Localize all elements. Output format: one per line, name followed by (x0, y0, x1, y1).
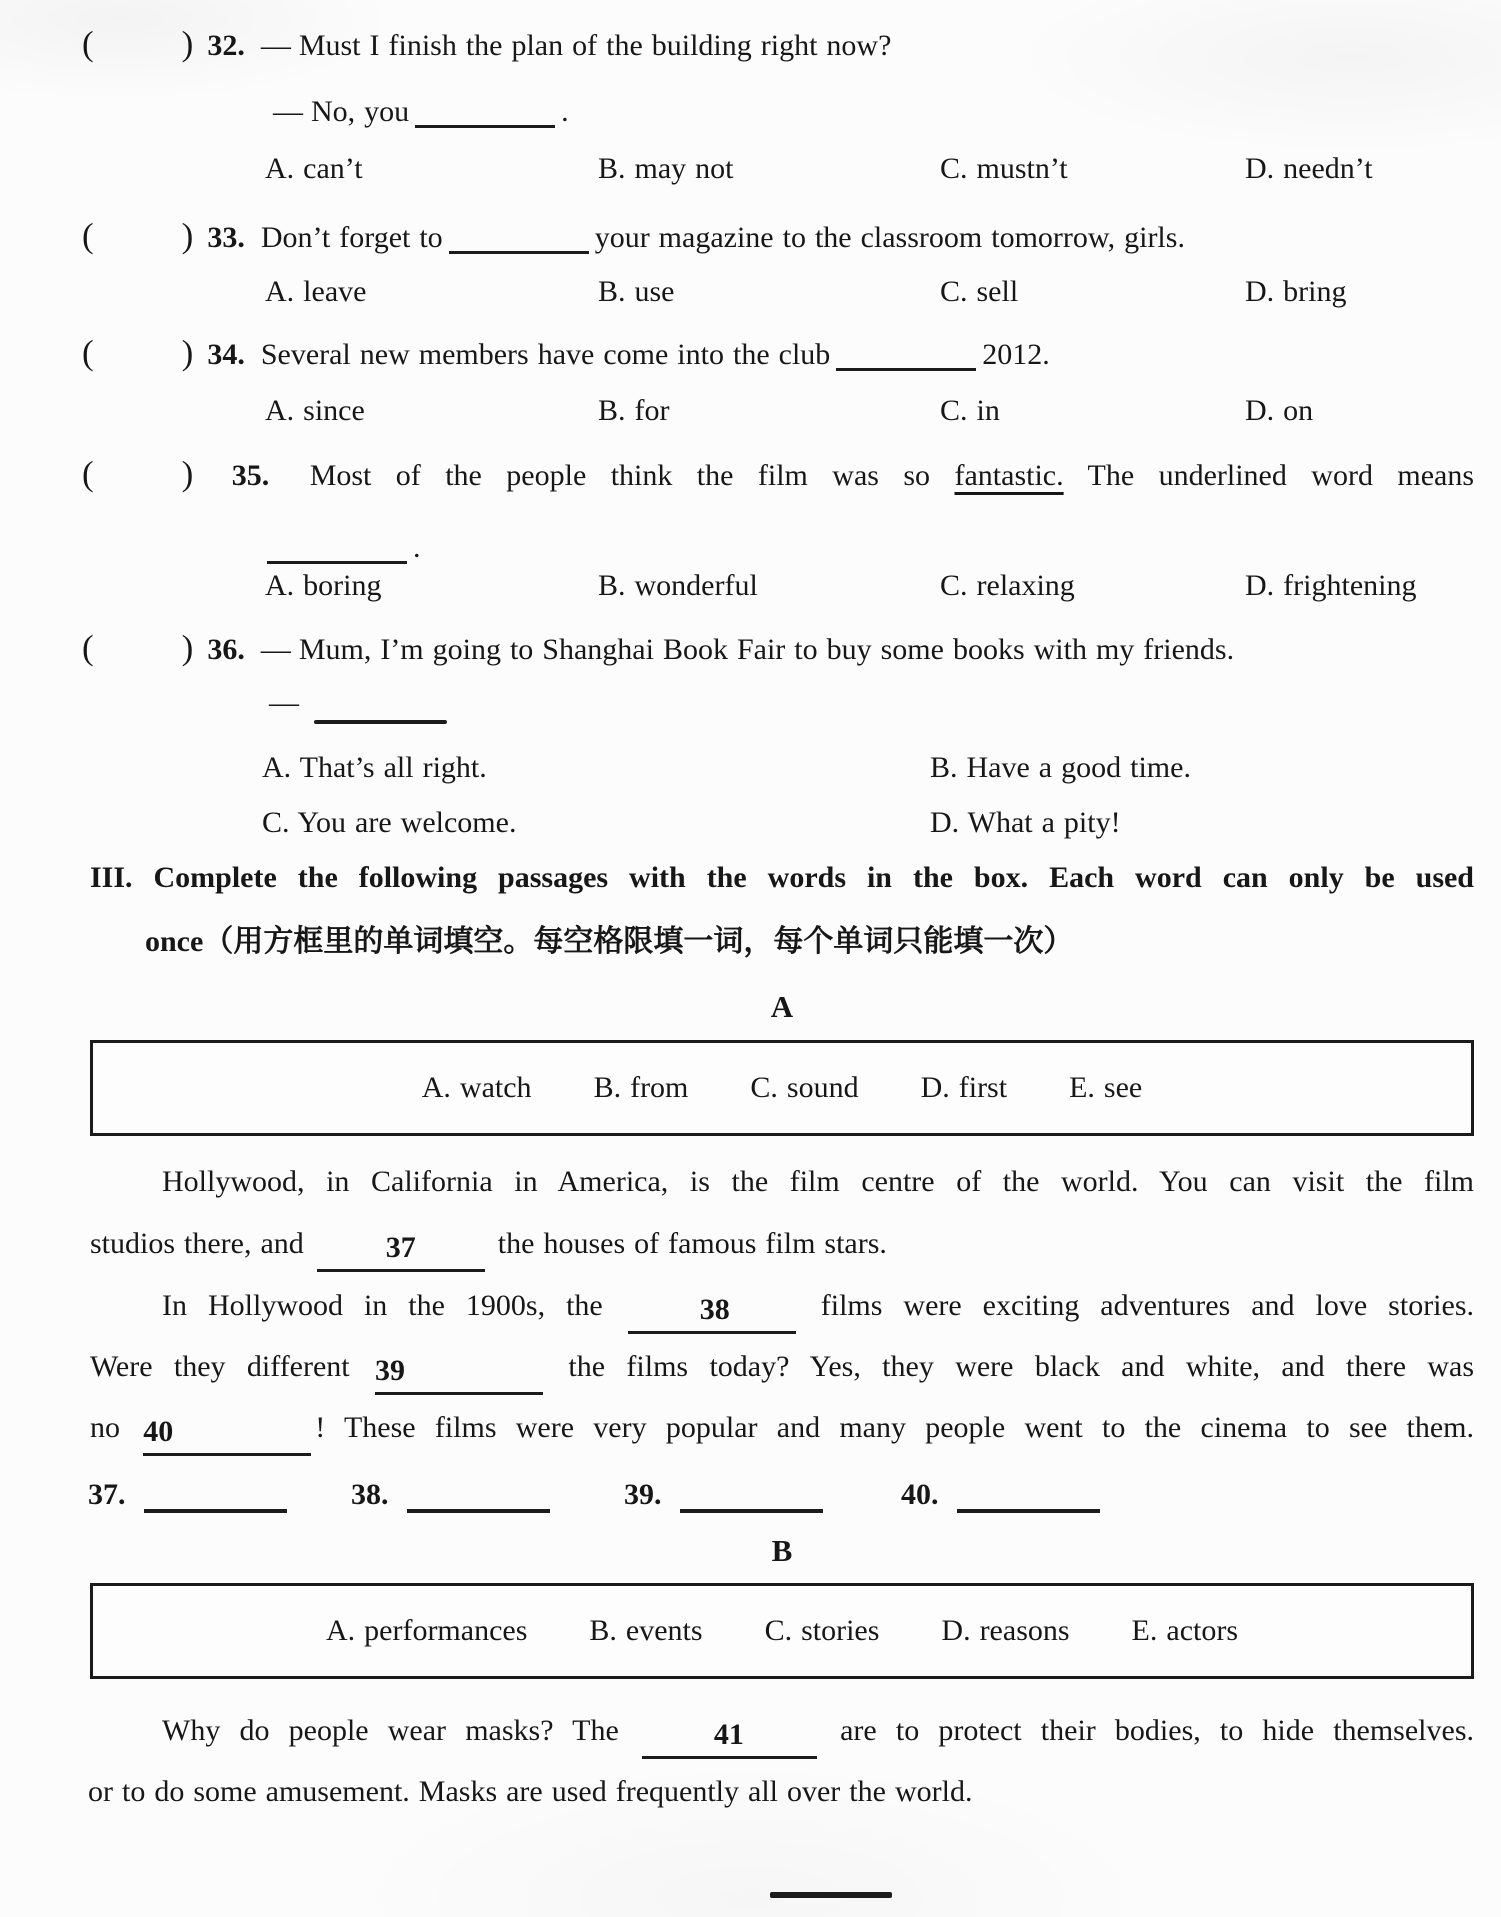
passage-text: ! These films were very popular and many people went to the cinema to see them. (315, 1411, 1475, 1444)
option-a: A. leave (265, 275, 367, 308)
word-option-d: D. first (920, 1071, 1008, 1105)
paren-open: ( (82, 24, 94, 63)
answer-item-37 (88, 1470, 287, 1514)
option-a: A. That’s all right. (262, 751, 487, 784)
option-c: C. sell (940, 275, 1019, 308)
passage-text: the houses of famous film stars. (497, 1227, 887, 1260)
answer-blanks-row (0, 1470, 1501, 1522)
passage-a-line-5 (90, 1409, 1474, 1452)
paren-close: ) (181, 628, 194, 667)
option-d: D. What a pity! (930, 806, 1121, 839)
question-35-options (0, 567, 1501, 611)
question-text: Several new members have come into the club (260, 338, 831, 371)
question-text: Mum, I’m going to Shanghai Book Fair to buy some books with my friends. (298, 633, 1235, 666)
question-text: your magazine to the classroom tomorrow, girls. (594, 221, 1185, 254)
passage-text: Hollywood, in California in America, is the film centre of the world. You can visit the film (162, 1165, 1474, 1198)
question-number: 35. (231, 459, 270, 492)
question-36-options-row-1 (0, 749, 1501, 793)
question-text: Must I finish the plan of the building right now? (298, 29, 892, 62)
dash: — (269, 686, 299, 719)
underlined-word: fantastic. (954, 459, 1064, 492)
period: . (561, 95, 569, 128)
numbered-blank-38: 38 (628, 1291, 796, 1334)
section-3-heading-line-2 (0, 923, 1501, 961)
passage-text: Why do people wear masks? The (162, 1714, 619, 1747)
question-number: 32. (207, 29, 245, 62)
paren-open: ( (82, 628, 94, 667)
option-b: B. use (598, 275, 675, 308)
word-option-c: C. sound (750, 1071, 859, 1105)
question-32-stem (0, 22, 1501, 66)
option-a: A. since (265, 394, 365, 427)
passage-b-line-2 (88, 1773, 1472, 1811)
word-option-a: A. performances (325, 1614, 528, 1648)
passage-a-line-1 (90, 1163, 1474, 1201)
blank-underline (836, 338, 976, 371)
question-number: 36. (207, 633, 245, 666)
answer-parentheses (82, 333, 193, 372)
numbered-blank-37: 37 (317, 1229, 485, 1272)
passage-b-line-1 (90, 1712, 1474, 1755)
answer-number: 39. (624, 1478, 662, 1511)
passage-text: studios there, and (90, 1227, 304, 1260)
answer-parentheses (82, 24, 193, 63)
passage-a-line-2 (90, 1225, 1474, 1268)
word-option-c: C. stories (764, 1614, 880, 1648)
option-c: C. in (940, 394, 1000, 427)
section-3-heading-line-1 (90, 859, 1474, 897)
option-a: A. boring (265, 569, 382, 602)
word-box-b (90, 1583, 1474, 1679)
passage-text: Were they different (90, 1350, 350, 1383)
dash: — (273, 95, 303, 128)
blank-underline (407, 1479, 550, 1513)
passage-a-line-4 (90, 1348, 1474, 1391)
option-d: D. needn’t (1245, 152, 1373, 185)
paren-close: ) (181, 333, 194, 372)
option-d: D. on (1245, 394, 1314, 427)
passage-text: no (90, 1411, 120, 1444)
part-b-label: B (771, 1533, 793, 1568)
bottom-rule (770, 1892, 892, 1898)
heading-text-chinese: once（用方框里的单词填空。每空格限填一词，每个单词只能填一次） (145, 925, 1074, 958)
question-34-stem (0, 331, 1501, 375)
question-text: Don’t forget to (260, 221, 443, 254)
option-c: C. You are welcome. (262, 806, 517, 839)
answer-item-39 (624, 1470, 823, 1514)
passage-a-line-3 (90, 1287, 1474, 1330)
word-option-e: E. see (1069, 1071, 1143, 1105)
part-a-label: A (770, 989, 794, 1024)
question-35-blank-line (0, 524, 1501, 567)
option-b: B. for (598, 394, 670, 427)
answer-item-40 (901, 1470, 1100, 1514)
question-36-answer-dash (0, 684, 1501, 722)
word-option-a: A. watch (421, 1071, 532, 1105)
paren-close: ) (181, 454, 194, 493)
question-34-options (0, 392, 1501, 436)
question-36-stem (0, 626, 1501, 670)
answer-number: 37. (88, 1478, 126, 1511)
answer-number: 38. (351, 1478, 389, 1511)
answer-parentheses (82, 216, 193, 255)
blank-underline (314, 720, 447, 724)
word-option-d: D. reasons (941, 1614, 1070, 1648)
dash: — (260, 633, 291, 666)
answer-item-38 (351, 1470, 550, 1514)
paren-close: ) (181, 216, 194, 255)
question-text: The underlined word means (1087, 459, 1475, 492)
question-35-stem (82, 452, 1474, 496)
question-number: 33. (207, 221, 245, 254)
answer-number: 40. (901, 1478, 939, 1511)
question-text: Most of the people think the film was so (309, 459, 931, 492)
word-option-e: E. actors (1131, 1614, 1239, 1648)
passage-text: the films today? Yes, they were black and white, and there was (568, 1350, 1475, 1383)
question-number: 34. (207, 338, 245, 371)
paren-close: ) (181, 24, 194, 63)
passage-text: are to protect their bodies, to hide themselves. (840, 1714, 1474, 1747)
blank-underline (449, 221, 589, 254)
question-33-options (0, 273, 1501, 317)
answer-parentheses (82, 628, 193, 667)
question-36-options-row-2 (0, 804, 1501, 848)
question-32-options (0, 150, 1501, 194)
question-32-answer-line (0, 88, 1501, 131)
numbered-blank-40: 40 (143, 1413, 311, 1456)
option-c: C. mustn’t (940, 152, 1068, 185)
blank-underline (957, 1479, 1100, 1513)
answer-parentheses (82, 454, 193, 493)
paren-open: ( (82, 454, 94, 493)
period: . (413, 531, 421, 564)
option-d: D. bring (1245, 275, 1347, 308)
passage-text: In Hollywood in the 1900s, the (162, 1289, 603, 1322)
option-b: B. may not (598, 152, 734, 185)
paren-open: ( (82, 333, 94, 372)
blank-underline (144, 1479, 287, 1513)
option-d: D. frightening (1245, 569, 1417, 602)
word-option-b: B. events (589, 1614, 703, 1648)
word-box-a (90, 1040, 1474, 1136)
option-b: B. Have a good time. (930, 751, 1191, 784)
option-a: A. can’t (265, 152, 363, 185)
answer-text: No, you (311, 95, 410, 128)
option-b: B. wonderful (598, 569, 758, 602)
passage-text: or to do some amusement. Masks are used frequently all over the world. (88, 1775, 973, 1808)
blank-underline (680, 1479, 823, 1513)
word-option-b: B. from (593, 1071, 689, 1105)
blank-underline (267, 531, 407, 564)
heading-text: III. Complete the following passages with the words in the box. Each word can only be used (90, 861, 1474, 894)
passage-text: films were exciting adventures and love stories. (820, 1289, 1475, 1322)
blank-underline (415, 95, 555, 128)
paren-open: ( (82, 216, 94, 255)
numbered-blank-41: 41 (642, 1716, 817, 1759)
dash: — (260, 29, 291, 62)
option-c: C. relaxing (940, 569, 1075, 602)
question-33-stem (0, 214, 1501, 258)
question-text: 2012. (982, 338, 1050, 371)
numbered-blank-39: 39 (375, 1352, 543, 1395)
